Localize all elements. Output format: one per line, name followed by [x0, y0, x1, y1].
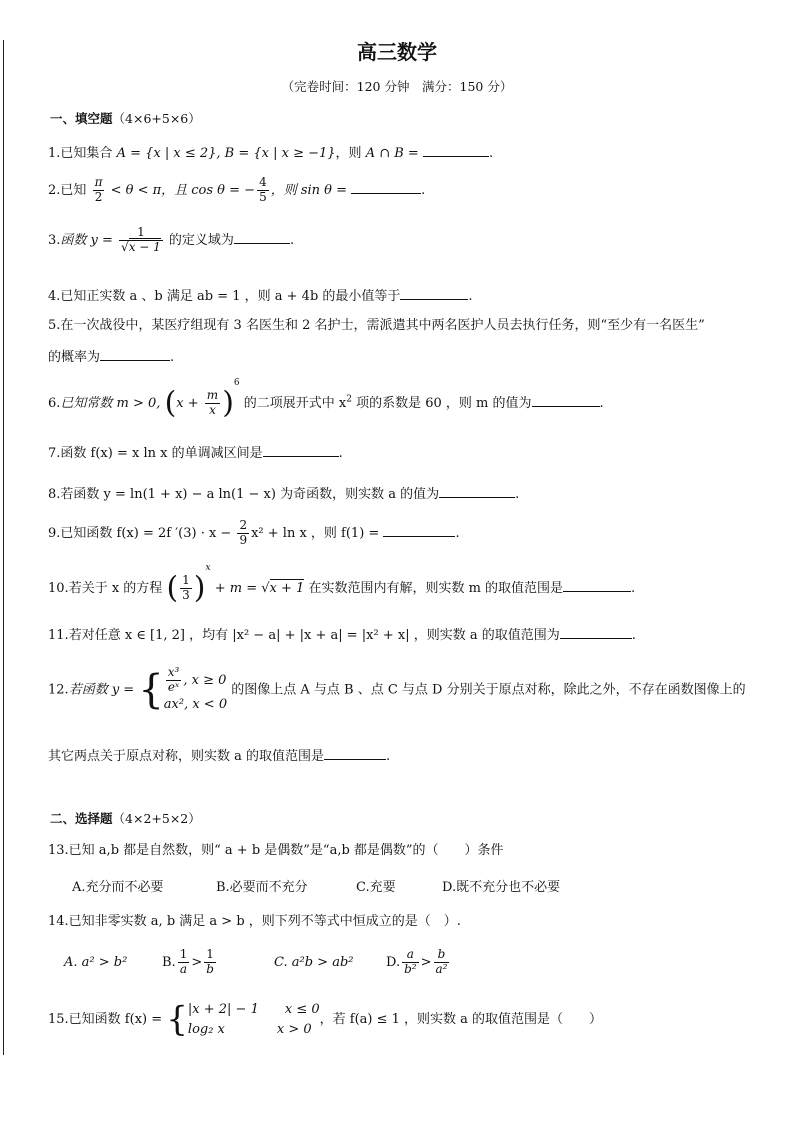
option-d[interactable]: D.既不充分也不必要 — [442, 880, 561, 895]
option-d[interactable]: D. $\frac{a}{\text{b²}}$ > $\frac{b}{\text{a²}}$ — [386, 947, 448, 976]
question-8: 8.若函数 y = ln(1 + x) − a ln(1 − x) 为奇函数，则实数 a 的值为 . — [48, 484, 754, 503]
answer-blank[interactable] — [351, 180, 421, 194]
question-6: 6.已知常数 m > 0, (x + $\frac{m}{x}$ )$^6$ 的二项展开式中 $x^2$ 项的系数是 60 ，则 m 的值为 . — [48, 378, 604, 421]
question-13: 13.已知 a,b 都是自然数，则“ a + b 是偶数”是“a,b 都是偶数”的（ ）条件 — [48, 843, 504, 858]
answer-blank[interactable] — [439, 484, 515, 498]
question-15: 15.已知函数 f(x) = { |x + 2| − 1 x ≤ 0 log₂ x x > 0 ，若 f(a) ≤ 1 ，则实数 a 的取值范围是（ ） — [48, 999, 603, 1040]
option-a[interactable]: A. a² > b² — [64, 954, 128, 970]
option-b[interactable]: B. $\frac{1}{a}$ > $\frac{1}{b}$ — [162, 947, 214, 976]
answer-blank[interactable] — [324, 746, 386, 760]
answer-blank[interactable] — [400, 286, 468, 300]
question-12: 12.若函数 y = { $\frac{\text{x³}}{\text{eˣ}}$ , x ≥ 0 ax², x < 0 的图像上点 A 与点 B 、点 C 与点 D 分别关于原点对称，除此之外，不存在函数图像上的 — [48, 665, 746, 714]
left-margin-rule — [3, 40, 4, 1055]
question-13-options — [72, 880, 754, 896]
answer-blank[interactable] — [100, 347, 170, 361]
page-title: 高三数学 — [357, 40, 437, 64]
option-b[interactable]: B.必要而不充分 — [216, 880, 308, 895]
answer-blank[interactable] — [423, 143, 489, 157]
question-1: 1.已知集合 A = {x | x ≤ 2}, B = {x | x ≥ −1}，则 A ∩ B = . — [48, 143, 754, 162]
question-14: 14.已知非零实数 a, b 满足 a > b ，则下列不等式中恒成立的是（ ）. — [48, 914, 461, 929]
answer-blank[interactable] — [263, 443, 339, 457]
question-5-cont: 的概率为 . — [48, 347, 754, 366]
section-fill-in-heading: 一、填空题（4×6+5×6） — [50, 111, 201, 126]
question-7: 7.函数 f(x) = x ln x 的单调减区间是 . — [48, 443, 754, 462]
question-12-cont: 其它两点关于原点对称，则实数 a 的取值范围是 . — [48, 746, 754, 765]
question-10: 10.若关于 x 的方程 ( $\frac{1}{3}$ )$^x$ + m = √x + 1 在实数范围内有解，则实数 m 的取值范围是 . — [48, 563, 636, 606]
section-choice-heading: 二、选择题（4×2+5×2） — [50, 811, 201, 826]
exam-info: （完卷时间：120 分钟 满分：150 分） — [281, 79, 513, 94]
answer-blank[interactable] — [563, 578, 631, 592]
answer-blank[interactable] — [532, 393, 600, 407]
option-c[interactable]: C. a²b > ab² — [274, 954, 354, 970]
question-14-options — [64, 948, 754, 977]
question-9: 9.已知函数 f(x) = 2f ′(3) · x − $\frac{2}{9}$ x² + ln x ，则 f(1) = . — [48, 518, 460, 547]
question-2: 2.已知 $\frac{\pi}{2}$ < θ < π，且 cos θ = − $\frac{4}{5}$ ，则 sin θ = . — [48, 175, 426, 204]
question-3: 3.函数 y = $\frac{1}{√x - 1}$ 的定义域为 . — [48, 225, 295, 254]
option-c[interactable]: C.充要 — [356, 880, 396, 895]
answer-blank[interactable] — [560, 625, 632, 639]
question-4: 4.已知正实数 a 、b 满足 ab = 1 ，则 a + 4b 的最小值等于 . — [48, 286, 754, 305]
answer-blank[interactable] — [234, 230, 290, 244]
option-a[interactable]: A.充分而不必要 — [72, 880, 164, 895]
question-11: 11.若对任意 x ∈ [1, 2] ，均有 |x² − a| + |x + a| = |x² + x| ，则实数 a 的取值范围为 . — [48, 625, 754, 644]
question-5: 5.在一次战役中，某医疗组现有 3 名医生和 2 名护士，需派遣其中两名医护人员去执行任务，则“至少有一名医生” — [48, 318, 705, 333]
answer-blank[interactable] — [383, 523, 455, 537]
